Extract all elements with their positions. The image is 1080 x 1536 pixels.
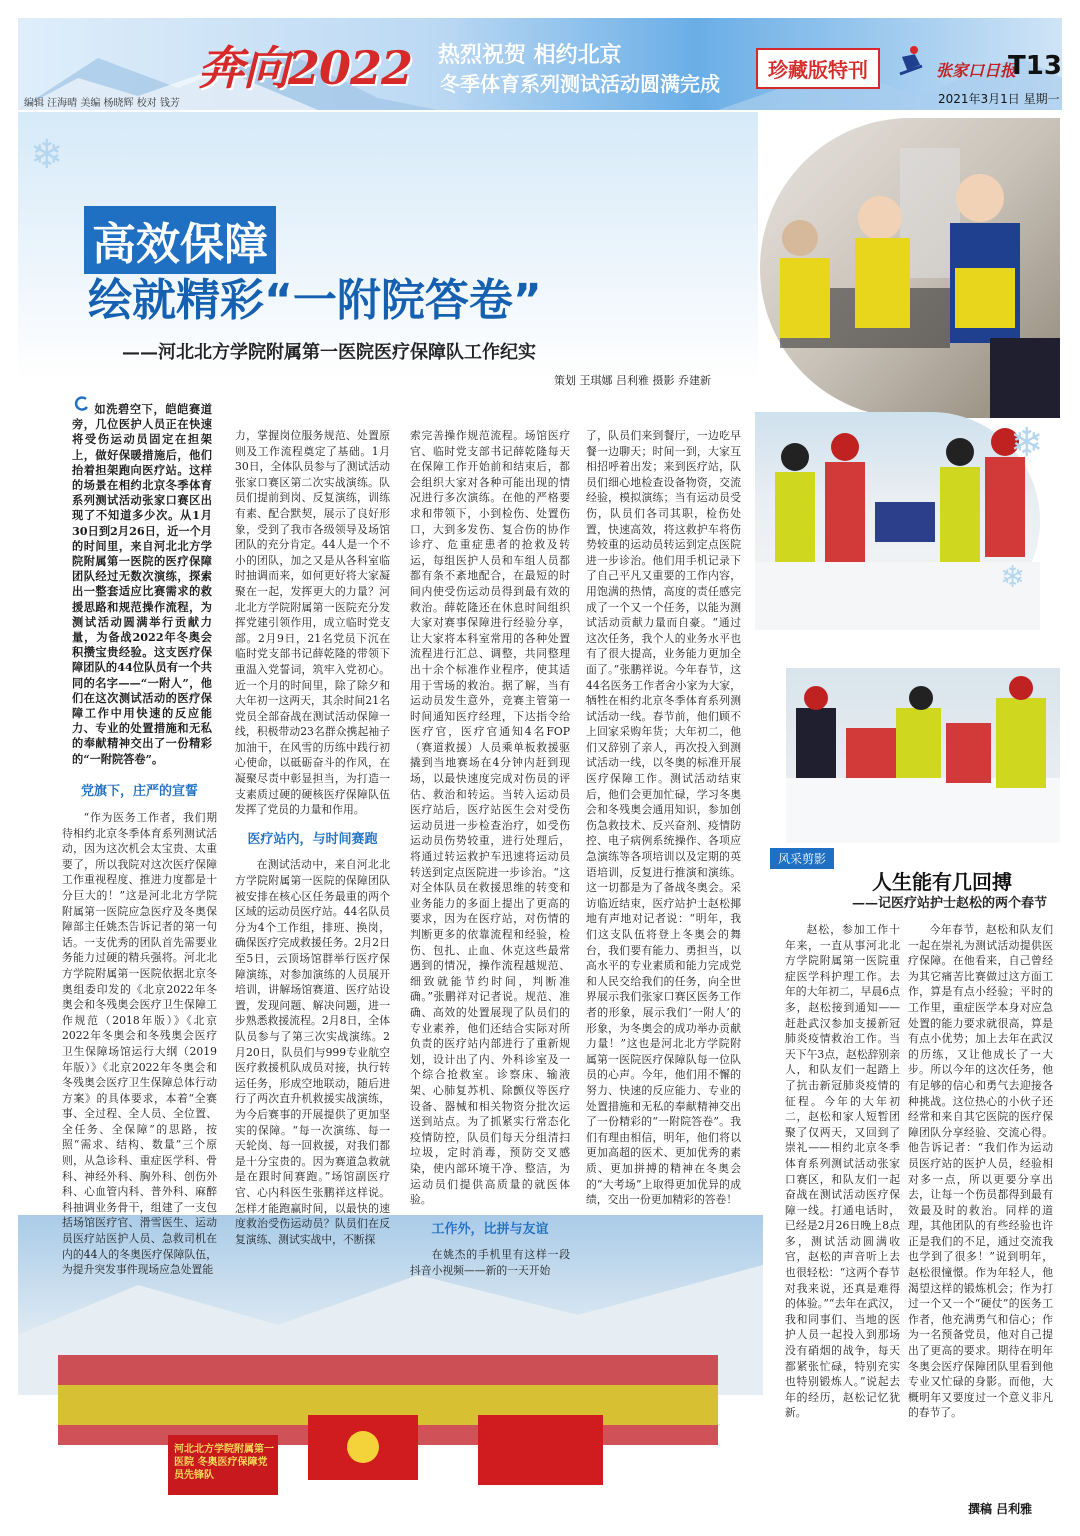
page-number: T13 — [1008, 51, 1062, 81]
article-column-3-text-b: 在姚杰的手机里有这样一段抖音小视频——新的一天开始 — [410, 1248, 570, 1277]
photo-figures — [760, 118, 1060, 418]
article-byline: 策划 王琪娜 吕利雅 摄影 乔建新 — [554, 374, 711, 387]
side-story-column-1-text: 赵松，参加工作十年来，一直从事河北北方学院附属第一医院重症医学科护理工作。去年的大年初二，早晨6点多，赵松接到通知——赶赴武汉参加支援新冠肺炎疫情救治工作。当天下午3点，赵松辞别亲人，和队友们一起踏上了抗击新冠肺炎疫情的征程。今年的大年初二，赵松和家人短暂团聚了仅两天，又回到了崇礼——相约北京冬季体育系列测试活动张家口赛区，和队友们一起奋战在测试活动医疗保障一线。打通电话时，已经是2月26日晚上8点多，测试活动圆满收官，赵松的声音听上去也很轻松：“这两个春节对我来说，还真是难得的体验。”“去年在武汉，我和同事们、当地的医护人员一起投入到那场没有硝烟的战争，每天都紧张忙碌，特别充实也特别锻炼人。”说起去年的经历，赵松记忆犹新。 — [785, 923, 900, 1420]
section-heading-1: 党旗下，庄严的宣誓 — [80, 784, 198, 799]
photo-snow-rescue-training — [786, 668, 1060, 843]
article-column-3 — [410, 428, 570, 1278]
header-logo: 奔向2022 — [198, 41, 413, 95]
article-column-4-text: 了，队员们来到餐厅，一边吃早餐一边聊天；时间一到，大家互相招呼着出发；来到医疗站，队员们细心地检查设备物资，交流经验，模拟演练；当有运动员受伤，队员们各司其职，检伤处置，快速高效，将这救护车将伤势较重的运动员转运到定点医院进一步诊治。他们用手机记录下了自己平凡又重要的工作内容，用饱满的热情，高度的责任感完成了一个又一个任务，以能为测试活动贡献力量而自豪。“通过这次任务，我个人的业务水平也有了很大提高，业务能力更加全面了。”张鹏祥说。今年春节，这44名医务工作者舍小家为大家，牺牲在相约北京冬季体育系列测试活动一线。春节前，他们顾不上回家采购年货；大年初二，他们又辞别了亲人，再次投入到测试活动一线，以冬奥的标准开展医疗保障工作。测试活动结束后，他们会更加忙碌，学习冬奥会和冬残奥会通用知识，参加创伤急救技术、反兴奋剂、疫情防控、电子病例系统操作、各项应急演练等各项培训以及定期的英语培训，反复进行推演和演练。这一切都是为了备战冬奥会。采访临近结束，医疗站护士赵松揶地有声地对记者说：“明年，我们这支队伍将登上冬奥会的舞台，我们要有能力、勇担当，以高水平的专业素质和能力完成党和人民交给我们的任务，向全世界展示我们张家口赛区医务工作者的形象，展示我们‘一附人’的形象，为冬奥会的成功举办贡献力量！”这也是河北北方学院附属第一医院医疗保障队每一位队员的心声。今年，他们用不懈的努力、快速的反应能力、专业的处置措施和无私的奉献精神交出了一份精彩的“一附院答卷”。我们有理由相信，明年，他们将以更加高超的医术、更加优秀的素质、更加拼搏的精神在冬奥会的“大考场”上取得更加优异的成绩，交出一份更加精彩的答卷！ — [586, 429, 741, 1207]
article-column-1 — [62, 810, 217, 1277]
article-column-2-text-b: 在测试活动中，来自河北北方学院附属第一医院的保障团队被安排在核心区任务最重的两个区域的运动员医疗站。44名队员分为4个工作组，排班、换岗，确保医疗完成救援任务。2月2日至5日，云顶场馆群举行医疗保障演练，对参加演练的人员展开培训，讲解场馆赛道、医疗站设置，发现问题、解决问题，进一步熟悉救援流程。2月8日，全体队员参与了第三次实战演练。2月20日，队员们与999专业航空医疗救援机队成员对接，执行转运任务，形成空地联动，随后进行了两次直升机救援实战演练，为今后赛事的开展提供了更加坚实的保障。“每一次演练、每一天轮岗、每一回救援，对我们都是十分宝贵的。因为赛道急救就是在跟时间赛跑。”场馆副医疗官、心内科医生张鹏祥这样说。怎样才能跑赢时间，以最快的速度救治受伤运动员？队员们在反复演练、测试实战中，不断探 — [235, 858, 390, 1246]
newspaper-name: 张家口日报 — [936, 61, 1017, 80]
section-heading-2: 医疗站内，与时间赛跑 — [247, 831, 378, 847]
article-column-3-text-a: 索完善操作规范流程。场馆医疗官、临时党支部书记薛乾隆每天在保障工作开始前和结束后，都会组织大家对各种可能出现的情况进行多次演练。在他的严格要求和带领下，小到检伤、处置伤口，大到多发伤、复合伤的协作诊疗、危重症患者的抢救及转运，每组医护人员和车组人员都都有条不紊地配合，在最短的时间内使受伤运动员得到最有效的救治。薛乾隆还在休息时间组织大家对赛事保障进行经验分享，让大家将本科室常用的各种处置流程进行汇总、调整，共同整理出十余个标准作业程序，使其适用于雪场的救治。据了解，当有运动员发生意外，竞赛主管第一时间通知医疗经理，下达指令给医疗官，医疗官通知4名FOP（赛道救援）人员乘单板救援驱撬到当地赛场在4分钟内赶到现场，以最快速度完成对伤员的评估、救治和转运。当转入运动员医疗站后，医疗站医生会对受伤运动员进一步检查治疗，如受伤运动员伤势较重，进行处理后，将通过转运救护车迅速将运动员转送到定点医院进一步诊治。“这对全体队员在救援思维的转变和业务能力的多面上提出了更高的要求，因为在医疗站，对伤情的判断更多的依靠流程和经验，检伤、包扎、止血、休克这些最常遇到的情况，操作流程越规范、细致就能节约时间，判断准确。”张鹏祥对记者说。规范、准确、高效的处置展现了队员们的专业素养，他们还结合实际对所负责的医疗站内部进行了重新规划，设计出了内、外科诊室及一个综合抢救室。诊察床、输液架、心肺复苏机、除颤仪等医疗设备、器械和相关物资分批次运送到站点。为了抓紧实行常态化疫情防控，队员们每天分组清扫垃圾，定时消毒，预防交叉感染，使内部环境干净、整洁，为运动员们提供高质量的就医体验。 — [410, 429, 570, 1207]
snowflake-icon: ❄ — [30, 132, 64, 178]
side-story-column-2-text: 今年春节，赵松和队友们一起在崇礼为测试活动提供医疗保障。在他看来，自己曾经为其它痛苦比赛做过这方面工作，算是有点小经验；平时的工作里，重症医学本身对应急处置的能力要求就很高，算是有点小优势；加上去年在武汉的历练，又让他成长了一大步。所以今年的这次任务，他有足够的信心和勇气去迎接各种挑战。这位热心的小伙子还经常和来自其它医院的医疗保障团队分享经验、交流心得。他告诉记者：“我们作为运动员医疗站的医护人员，经验相对多一点，所以更要分享出去，让每一个伤员都得到最有效最及时的救治。同样的道理，其他团队的有些经验也许正是我们的不足，通过交流我也学到了很多！”说到明年，赵松很憧憬。作为年轻人，他渴望这样的锻炼机会；作为打过一个又一个“硬仗”的医务工作者，他充满勇气和信心；作为一名预备党员，他对自己提出了更高的要求。期待在明年冬奥会医疗保障团队里看到他专业又忙碌的身影。而他，大概明年又要度过一个意义非凡的春节了。 — [908, 923, 1053, 1420]
photo-stretcher-rescue — [755, 412, 1040, 630]
photo-medical-team-indoor — [760, 118, 1060, 418]
issue-date: 2021年3月1日 星期一 — [938, 92, 1060, 106]
article-lead — [72, 402, 212, 767]
article-lead-text: 如洗碧空下，皑皑赛道旁，几位医护人员正在快速将受伤运动员固定在担架上，做好保暖措施后，他们抬着担架跑向医疗站。这样的场景在相约北京冬季体育系列测试活动张家口赛区出现了不知道多少次。从1月30日到2月26日，近一个月的时间里，来自河北北方学院附属第一医院的医疗保障团队经过无数次演练，探索出一整套适应比赛需求的救援思路和规范操作流程，为测试活动圆满举行贡献力量，为备战2022年冬奥会积攒宝贵经验。这支医疗保障团队的44位队员有一个共同的名字——“一附人”，他们在这次测试活动的医疗保障工作中用快速的反应能力、专业的处置措施和无私的奉献精神交出了一份精彩的“一附院答卷”。 — [72, 402, 212, 766]
special-edition-badge: 珍藏版特刊 — [756, 48, 880, 89]
article-title-line-2: 绘就精彩“一附院答卷” — [88, 275, 542, 326]
side-story-title: 人生能有几回搏 — [872, 870, 1012, 894]
photo-figures — [786, 668, 1060, 843]
snowflake-icon: ❄ — [1010, 420, 1044, 466]
page-header — [18, 18, 1062, 110]
article-column-4 — [586, 428, 741, 1208]
photo-figures — [755, 412, 1040, 630]
side-story-column-2 — [908, 922, 1053, 1421]
article-column-1-text: “作为医务工作者，我们期待相约北京冬季体育系列测试活动，因为这次机会太宝贵、太重要了，所以我院对这次医疗保障工作重视程度、推进力度都是十分巨大的！”这是河北北方学院附属第一医院应急医疗及冬奥保障部主任姚杰告诉记者的第一句话。一支优秀的团队首先需要业务能力过硬的精兵强将。河北北方学院附属第一医院依据北京冬奥组委印发的《北京2022年冬奥会和冬残奥会医疗卫生保障工作规范（2018年版）》《北京2022年冬奥会和冬残奥会医疗卫生保障场馆运行大纲（2019年版）》《北京2022年冬奥会和冬残奥会医疗卫生保障总体行动方案》的具体要求，本着“全赛事、全过程、全人员、全位置、全任务、全保障”的思路，按照“需求、结构、数量”三个原则，从急诊科、重症医学科、骨科、神经外科、胸外科、创伤外科、心血管内科、普外科、麻醉科抽调业务骨干，组建了一支包括场馆医疗官、滑雪医生、运动员医疗站医护人员、急救司机在内的44人的冬奥医疗保障队伍，为提升突发事件现场应急处置能 — [62, 811, 217, 1277]
article-title-line-1: 高效保障 — [84, 206, 276, 274]
side-story-column-1 — [785, 922, 900, 1421]
celebrate-line-2: 冬季体育系列测试活动圆满完成 — [440, 72, 720, 96]
team-banner-text: 河北北方学院附属第一医院 冬奥医疗保障党员先锋队 — [174, 1444, 274, 1481]
celebrate-line-1: 热烈祝贺 相约北京 — [438, 43, 622, 68]
article-subtitle: ——河北北方学院附属第一医院医疗保障队工作纪实 — [122, 342, 536, 363]
snowflake-icon: ❄ — [1000, 560, 1026, 595]
skier-icon — [892, 44, 926, 78]
section-heading-3: 工作外，比拼与友谊 — [431, 1221, 549, 1237]
side-story-subtitle: ——记医疗站护士赵松的两个春节 — [852, 896, 1048, 911]
article-column-2 — [235, 428, 390, 1247]
side-story-credit: 撰稿 吕利雅 — [968, 1502, 1033, 1516]
side-story-tag: 风采剪影 — [770, 848, 834, 869]
article-column-2-text-a: 力，掌握岗位服务规范、处置原则及工作流程奠定了基础。1月30日，全体队员参与了测试活动张家口赛区第二次实战演练。队员们提前到岗、反复演练，训练有素、配合默契，展示了良好形象，受到了我市各级领导及场馆团队的充分肯定。44人是一个不小的团队，加之又是从各科室临时抽调而来，如何更好将大家凝聚在一起，发挥更大的力量？河北北方学院附属第一医院充分发挥党建引领作用，成立临时党支部。2月9日，21名党员下沉在临时党支部书记薛乾隆的带领下重温入党誓词，筑牢入党初心。近一个月的时间里，除了除夕和大年初一这两天，其余时间21名党员全部奋战在测试活动保障一线，积极带动23名群众携起袖子加油干，在风雪的历练中践行初心使命，以砥砺奋斗的作风，在凝聚尽责中彰显担当，为打造一支素质过硬的硬核医疗保障队伍发挥了党员的力量和作用。 — [235, 429, 390, 817]
editor-credits: 编辑 汪海晴 美编 杨晓辉 校对 钱芳 — [24, 98, 180, 109]
